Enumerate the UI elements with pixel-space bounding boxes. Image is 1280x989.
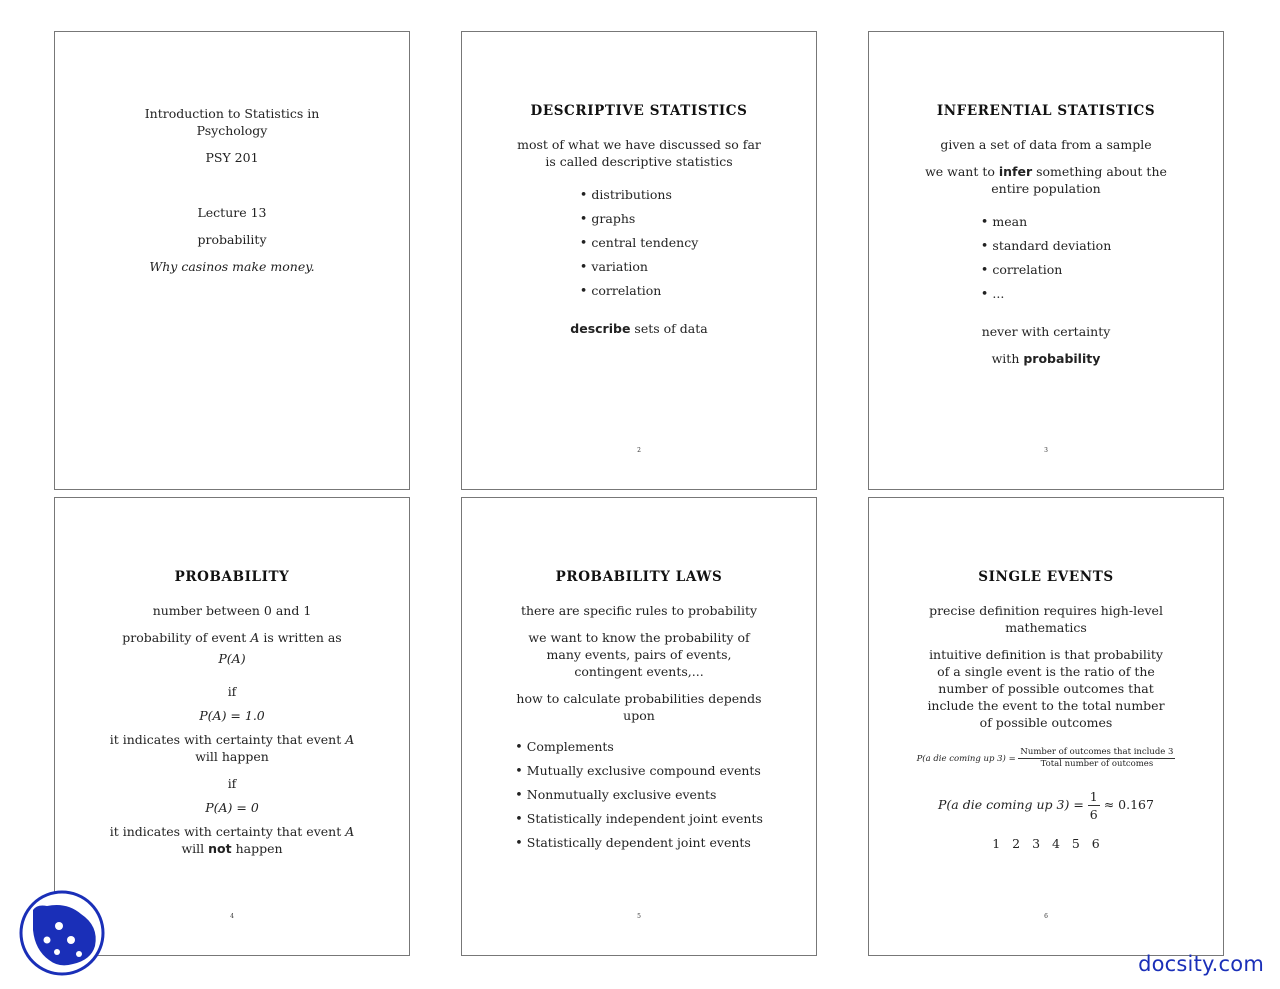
infer-bold: infer xyxy=(998,164,1033,179)
docsity-brand-link[interactable]: docsity.com xyxy=(1138,952,1264,976)
course-title-line1: Introduction to Statistics in xyxy=(144,106,320,121)
happen-text: happen xyxy=(231,841,283,856)
list-item: • ... xyxy=(981,285,1112,303)
list-item: • graphs xyxy=(580,210,699,228)
list-item: • variation xyxy=(580,258,699,276)
cert-pre: it indicates with certainty that event xyxy=(109,732,346,747)
slide-4-content xyxy=(55,569,409,857)
infer-line2: entire population xyxy=(991,181,1101,196)
describe-bold: describe xyxy=(570,321,631,336)
page-number: 2 xyxy=(637,447,641,454)
calc-denominator: 6 xyxy=(1089,807,1098,822)
slide-1 xyxy=(54,31,410,490)
sample-line: given a set of data from a sample xyxy=(940,137,1152,152)
course-code: PSY 201 xyxy=(205,150,259,165)
notation-pre: probability of event xyxy=(122,630,251,645)
slide-6-content xyxy=(869,569,1223,852)
certainty-happen xyxy=(55,731,409,765)
notation-line xyxy=(55,629,409,646)
list-item: • central tendency xyxy=(580,234,699,252)
event-var: A xyxy=(250,630,260,645)
formula-denominator: Total number of outcomes xyxy=(1040,759,1154,769)
infer-pre: we want to xyxy=(925,164,999,179)
page-number: 6 xyxy=(1044,913,1048,920)
calc-fraction xyxy=(1088,788,1100,823)
rules-line: there are specific rules to probability xyxy=(520,603,758,618)
notation-post: is written as xyxy=(259,630,342,645)
slide-4 xyxy=(54,497,410,956)
laws-list xyxy=(515,738,763,858)
if-label: if xyxy=(227,776,237,791)
describe-statement xyxy=(462,320,816,337)
slide-5 xyxy=(461,497,817,956)
slide-2 xyxy=(461,31,817,490)
slide-1-content xyxy=(55,105,409,275)
not-bold: not xyxy=(208,841,232,856)
inferential-list xyxy=(981,213,1112,309)
formula-fraction xyxy=(1018,747,1175,770)
formula-lhs: P(a die coming up 3) = xyxy=(916,754,1016,764)
precise-paragraph xyxy=(916,602,1176,636)
ladybug-logo-icon[interactable] xyxy=(19,890,105,976)
intuitive-paragraph xyxy=(916,646,1176,731)
list-item: • standard deviation xyxy=(981,237,1112,255)
with-bold: probability xyxy=(1023,351,1101,366)
ratio-formula xyxy=(869,747,1223,770)
list-item: • correlation xyxy=(580,282,699,300)
slide-title: INFERENTIAL STATISTICS xyxy=(936,103,1156,119)
equation-one: P(A) = 1.0 xyxy=(199,708,265,723)
list-item: • Statistically dependent joint events xyxy=(515,834,763,852)
para-line: upon xyxy=(623,708,655,723)
para-line: mathematics xyxy=(1005,620,1087,635)
with-pre: with xyxy=(991,351,1024,366)
infer-post: something about the xyxy=(1032,164,1167,179)
slide-title: SINGLE EVENTS xyxy=(978,569,1114,585)
if-label: if xyxy=(227,684,237,699)
course-title-line2: Psychology xyxy=(196,123,268,138)
slide-2-intro xyxy=(509,136,769,170)
calc-paragraph xyxy=(509,690,769,724)
slide-3-content xyxy=(869,103,1223,367)
slide-2-content xyxy=(462,103,816,337)
list-item: • Complements xyxy=(515,738,763,756)
equation-zero: P(A) = 0 xyxy=(205,800,259,815)
never-certainty: never with certainty xyxy=(981,324,1111,339)
para-line: include the event to the total number xyxy=(927,698,1165,713)
calc-lhs: P(a die coming up 3) = xyxy=(938,797,1084,812)
lecture-number: Lecture 13 xyxy=(197,205,267,220)
lecture-topic: probability xyxy=(197,232,267,247)
cert-line2: will happen xyxy=(195,749,269,764)
para-line: intuitive definition is that probability xyxy=(929,647,1163,662)
with-probability xyxy=(869,350,1223,367)
para-line: many events, pairs of events, xyxy=(546,647,732,662)
cert-pre: it indicates with certainty that event xyxy=(109,824,346,839)
slide-title: DESCRIPTIVE STATISTICS xyxy=(530,103,748,119)
infer-statement xyxy=(916,163,1176,197)
list-item: • mean xyxy=(981,213,1112,231)
para-line: contingent events,... xyxy=(574,664,704,679)
describe-rest: sets of data xyxy=(630,321,708,336)
page-number: 5 xyxy=(637,913,641,920)
para-line: we want to know the probability of xyxy=(528,630,750,645)
will-text: will xyxy=(181,841,209,856)
calc-numerator: 1 xyxy=(1089,789,1098,804)
event-var: A xyxy=(345,824,355,839)
slide-3 xyxy=(868,31,1224,490)
event-var: A xyxy=(345,732,355,747)
list-item: • Statistically independent joint events xyxy=(515,810,763,828)
intro-line: most of what we have discussed so far xyxy=(517,137,761,152)
events-paragraph xyxy=(509,629,769,680)
para-line: of possible outcomes xyxy=(979,715,1113,730)
list-item: • distributions xyxy=(580,186,699,204)
intro-line: is called descriptive statistics xyxy=(545,154,733,169)
calc-rhs: ≈ 0.167 xyxy=(1103,797,1154,812)
list-item: • Mutually exclusive compound events xyxy=(515,762,763,780)
page-number: 4 xyxy=(230,913,234,920)
pa-notation: P(A) xyxy=(218,651,246,666)
formula-numerator: Number of outcomes that include 3 xyxy=(1020,747,1174,757)
slide-title: PROBABILITY LAWS xyxy=(555,569,723,585)
list-item: • correlation xyxy=(981,261,1112,279)
slide-title: PROBABILITY xyxy=(174,569,290,585)
page-number: 3 xyxy=(1044,447,1048,454)
die-faces: 1 2 3 4 5 6 xyxy=(992,836,1100,851)
range-line: number between 0 and 1 xyxy=(152,603,312,618)
descriptive-list xyxy=(580,186,699,306)
slide-6 xyxy=(868,497,1224,956)
para-line: number of possible outcomes that xyxy=(938,681,1154,696)
slide-5-content xyxy=(462,569,816,868)
lecture-subtitle: Why casinos make money. xyxy=(149,259,315,274)
para-line: how to calculate probabilities depends xyxy=(516,691,762,706)
para-line: of a single event is the ratio of the xyxy=(937,664,1155,679)
certainty-not-happen xyxy=(55,823,409,857)
list-item: • Nonmutually exclusive events xyxy=(515,786,763,804)
calc-formula xyxy=(869,788,1223,823)
para-line: precise definition requires high-level xyxy=(929,603,1163,618)
